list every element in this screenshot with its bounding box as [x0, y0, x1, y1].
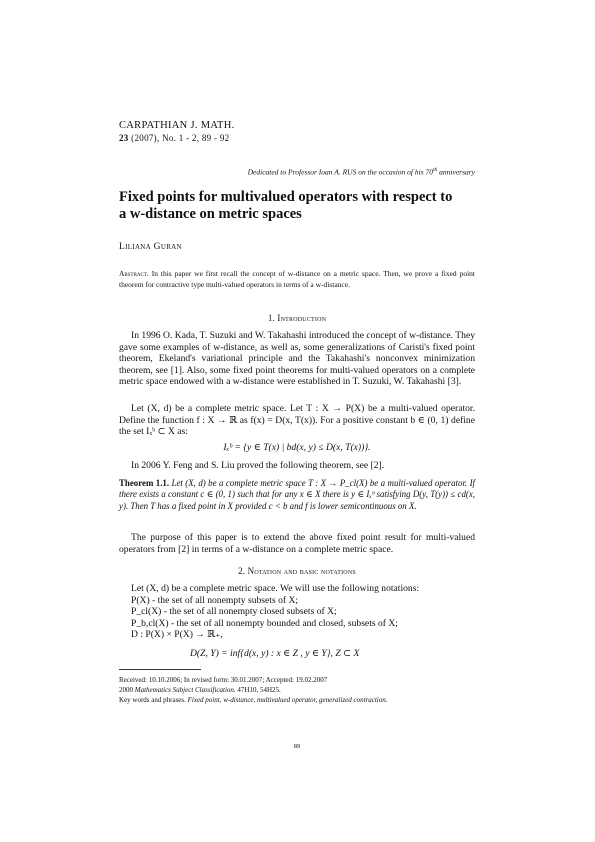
section-heading-introduction: 1. Introduction [267, 313, 327, 323]
journal-volume-line [119, 132, 475, 144]
purpose-paragraph: The purpose of this paper is to extend the above fixed point result for multi-valued operators from [2] in terms of a w-distance on a complete metric space. [119, 532, 475, 555]
dedication-text: Dedicated to Professor Ioan A. RUS on the occasion of his 70 [247, 167, 434, 177]
title-line-1: Fixed points for multivalued operators with respect to [119, 189, 453, 205]
intro-paragraph-1: In 1996 O. Kada, T. Suzuki and W. Takahashi introduced the concept of w-distance. They gave some examples of w-distance, as well as, some generalizations of Caristi's fixed point theorem, Ekeland's variational principle and the Takahashi's nonconvex minimization theorem, see [1]. Also, some fixed point theorems for multi-valued operators on a complete metric space endowed with a w-distance were established in T. Suzuki, W. Takahashi [3]. [119, 330, 475, 388]
theorem-text: Let (X, d) be a complete metric space T : X → P_cl(X) be a multi-valued operator. If there exists a constant c ∈ (0, 1) such that for any x ∈ X there is y ∈ Iₓᵇ satisfying D(y, T(y)) ≤ cd(x, y). Then T has a fixed point in X provided c < b and f is lower semicontinuous on X. [119, 478, 475, 511]
keywords-label: Key words and phrases. [119, 696, 188, 704]
abstract [119, 268, 475, 290]
footnote-received: Received: 10.10.2006; In revised form: 30.01.2007; Accepted: 19.02.2007 [119, 676, 328, 684]
msc-codes: 47H10, 54H25. [235, 686, 281, 694]
notation-item-2: P_cl(X) - the set of all nonempty closed subsets of X; [131, 606, 337, 618]
intro-paragraph-2: Let (X, d) be a complete metric space. Let T : X → P(X) be a multi-valued operator. Define the function f : X → ℝ as f(x) = D(x, T(x)). For a positive constant b ∈ (0, 1) define the set Iₓᵇ ⊂ X as: [119, 403, 475, 438]
intro-paragraph-3: In 2006 Y. Feng and S. Liu proved the following theorem, see [2]. [131, 460, 385, 471]
footnote-rule [119, 669, 201, 670]
journal-header [119, 120, 475, 144]
dedication-sup: th [433, 167, 438, 173]
keywords-text: Fixed point, w-distance, multivalued operator, generalized contraction. [187, 696, 388, 704]
dedication [119, 167, 475, 177]
equation-distance-definition: D(Z, Y) = inf{d(x, y) : x ∈ Z , y ∈ Y}, Z ⊂ X [190, 648, 360, 659]
dedication-tail: anniversary [437, 167, 475, 177]
journal-name: CARPATHIAN J. MATH. [119, 120, 235, 131]
footnotes [119, 675, 475, 705]
notation-item-3: P_b,cl(X) - the set of all nonempty bounded and closed, subsets of X; [131, 617, 398, 629]
notation-item-4: D : P(X) × P(X) → ℝ₊, [131, 629, 223, 641]
footnote-keywords [119, 695, 475, 705]
journal-volume: 23 [119, 133, 129, 143]
author: Liliana Guran [119, 242, 182, 252]
abstract-text: In this paper we first recall the concept of w-distance on a metric space. Then, we prove a fixed point theorem for contractive type multi-valued operators in terms of a w-distance. [119, 269, 475, 289]
msc-italic: Mathematics Subject Classification. [134, 686, 236, 694]
msc-label: 2000 [119, 686, 135, 694]
theorem-label: Theorem 1.1. [119, 478, 170, 488]
abstract-heading: Abstract. [119, 269, 149, 278]
title-line-2: a w-distance on metric spaces [119, 206, 302, 222]
theorem-1-1 [119, 478, 475, 512]
paper-title [119, 189, 475, 223]
equation-set-definition: Iₓᵇ = {y ∈ T(x) | bd(x, y) ≤ D(x, T(x))}. [223, 442, 371, 453]
section-heading-notation: 2. Notation and basic notations [238, 566, 356, 576]
notation-item-1: P(X) - the set of all nonempty subsets of X; [131, 594, 299, 606]
notation-block [119, 583, 475, 641]
footnote-msc [119, 685, 475, 695]
journal-details: (2007), No. 1 - 2, 89 - 92 [131, 133, 230, 143]
notation-intro: Let (X, d) be a complete metric space. We will use the following notations: [131, 583, 420, 594]
page-number: 89 [293, 743, 301, 750]
